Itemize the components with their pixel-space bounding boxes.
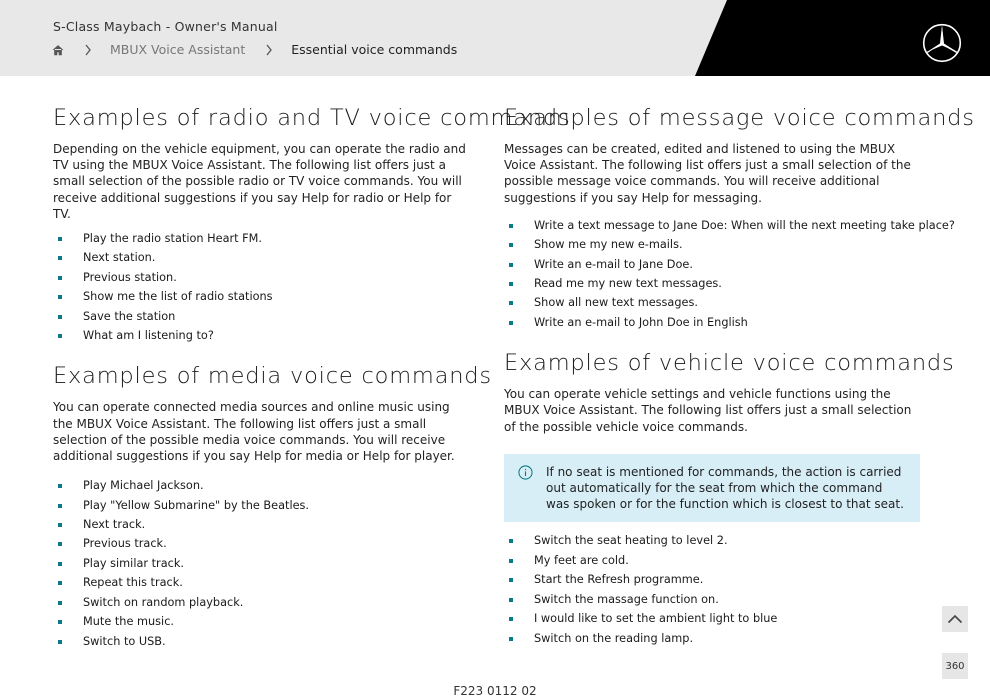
list-item: Play Michael Jackson.: [53, 476, 469, 495]
vehicle-heading: Examples of vehicle voice commands: [504, 350, 955, 377]
list-item: Switch on the reading lamp.: [504, 629, 920, 648]
list-item: Previous track.: [53, 534, 469, 553]
info-icon: [518, 465, 533, 480]
list-item: Mute the music.: [53, 612, 469, 631]
scroll-to-top-button[interactable]: [942, 606, 968, 632]
list-item: Start the Refresh programme.: [504, 570, 920, 589]
message-intro: Messages can be created, edited and listened to using the MBUX Voice Assistant. The following list offers just a small selection of the possible message voice commands. You will receive additional suggestions if you say Help for messaging.: [504, 142, 911, 205]
arrow-up-icon: [947, 614, 963, 624]
radio-heading: Examples of radio and TV voice commands: [53, 105, 571, 131]
list-item: Show me my new e-mails.: [504, 235, 920, 254]
list-item: Next station.: [53, 248, 469, 267]
list-item: I would like to set the ambient light to blue: [504, 609, 920, 628]
list-item: Switch the massage function on.: [504, 590, 920, 609]
radio-section: [53, 104, 571, 345]
list-item: Play "Yellow Submarine" by the Beatles.: [53, 496, 469, 515]
radio-help-phrase: Help for radio: [301, 190, 384, 205]
radio-command-list: [53, 229, 469, 345]
list-item: Next track.: [53, 515, 469, 534]
chevron-right-icon: [84, 44, 92, 56]
info-note-text: If no seat is mentioned for commands, the action is carried out automatically for the seat from which the command was spoken or for the function which is closest to that seat.: [546, 464, 904, 512]
message-command-list: [504, 216, 955, 332]
message-heading: Examples of message voice commands: [504, 105, 975, 131]
media-help-phrase: Help for media: [253, 449, 343, 464]
image-reference-code: F223 0112 02: [453, 684, 537, 698]
media-intro: You can operate connected media sources and online music using the MBUX Voice Assistant. The following list offers just a small selection of the possible media voice commands. You will receive additional suggestions if you say Help for media or Help for player.: [53, 400, 455, 464]
list-item: Previous station.: [53, 268, 469, 287]
list-item: Play similar track.: [53, 554, 469, 573]
info-note: [504, 454, 920, 523]
header-bar: [0, 0, 990, 76]
home-icon[interactable]: [52, 44, 64, 56]
list-item: Write an e-mail to John Doe in English: [504, 313, 920, 332]
breadcrumb: [52, 42, 457, 57]
vehicle-command-list: [504, 531, 920, 647]
radio-intro: Depending on the vehicle equipment, you can operate the radio and TV using the MBUX Voice Assistant. The following list offers just a small selection of the possible radio or TV voice commands. You will receive additional suggestions if you say Help for radio or Help for TV.: [53, 142, 466, 221]
list-item: Switch to USB.: [53, 632, 469, 651]
list-item: Write an e-mail to Jane Doe.: [504, 255, 920, 274]
list-item: Show me the list of radio stations: [53, 287, 469, 306]
vehicle-intro: You can operate vehicle settings and vehicle functions using the MBUX Voice Assistant. The following list offers just a small selection of the possible vehicle voice commands.: [504, 387, 912, 434]
list-item: Read me my new text messages.: [504, 274, 920, 293]
right-column: [504, 104, 975, 648]
list-item: Write a text message to Jane Doe: When will the next meeting take place?: [504, 216, 920, 235]
media-section: [53, 362, 492, 650]
tv-help-phrase: Help for TV.: [53, 190, 452, 221]
media-command-list: [53, 476, 469, 651]
vehicle-section: [504, 349, 955, 648]
breadcrumb-link-voice-assistant[interactable]: MBUX Voice Assistant: [110, 42, 246, 57]
list-item: Switch on random playback.: [53, 593, 469, 612]
list-item: Play the radio station Heart FM.: [53, 229, 469, 248]
message-section: [504, 104, 975, 332]
list-item: Save the station: [53, 307, 469, 326]
mercedes-star-logo: [922, 23, 962, 63]
media-heading: Examples of media voice commands: [53, 363, 492, 390]
messaging-help-phrase: Help for messaging.: [641, 190, 762, 205]
list-item: What am I listening to?: [53, 326, 469, 345]
document-title: S-Class Maybach - Owner's Manual: [53, 19, 278, 34]
breadcrumb-current: Essential voice commands: [291, 42, 458, 57]
page-number-badge[interactable]: 360: [942, 653, 968, 679]
list-item: Switch the seat heating to level 2.: [504, 531, 920, 550]
chevron-right-icon: [265, 44, 273, 56]
list-item: Show all new text messages.: [504, 293, 920, 312]
list-item: Repeat this track.: [53, 573, 469, 592]
player-help-phrase: Help for player.: [362, 449, 455, 464]
left-column: [53, 104, 571, 651]
list-item: My feet are cold.: [504, 551, 920, 570]
